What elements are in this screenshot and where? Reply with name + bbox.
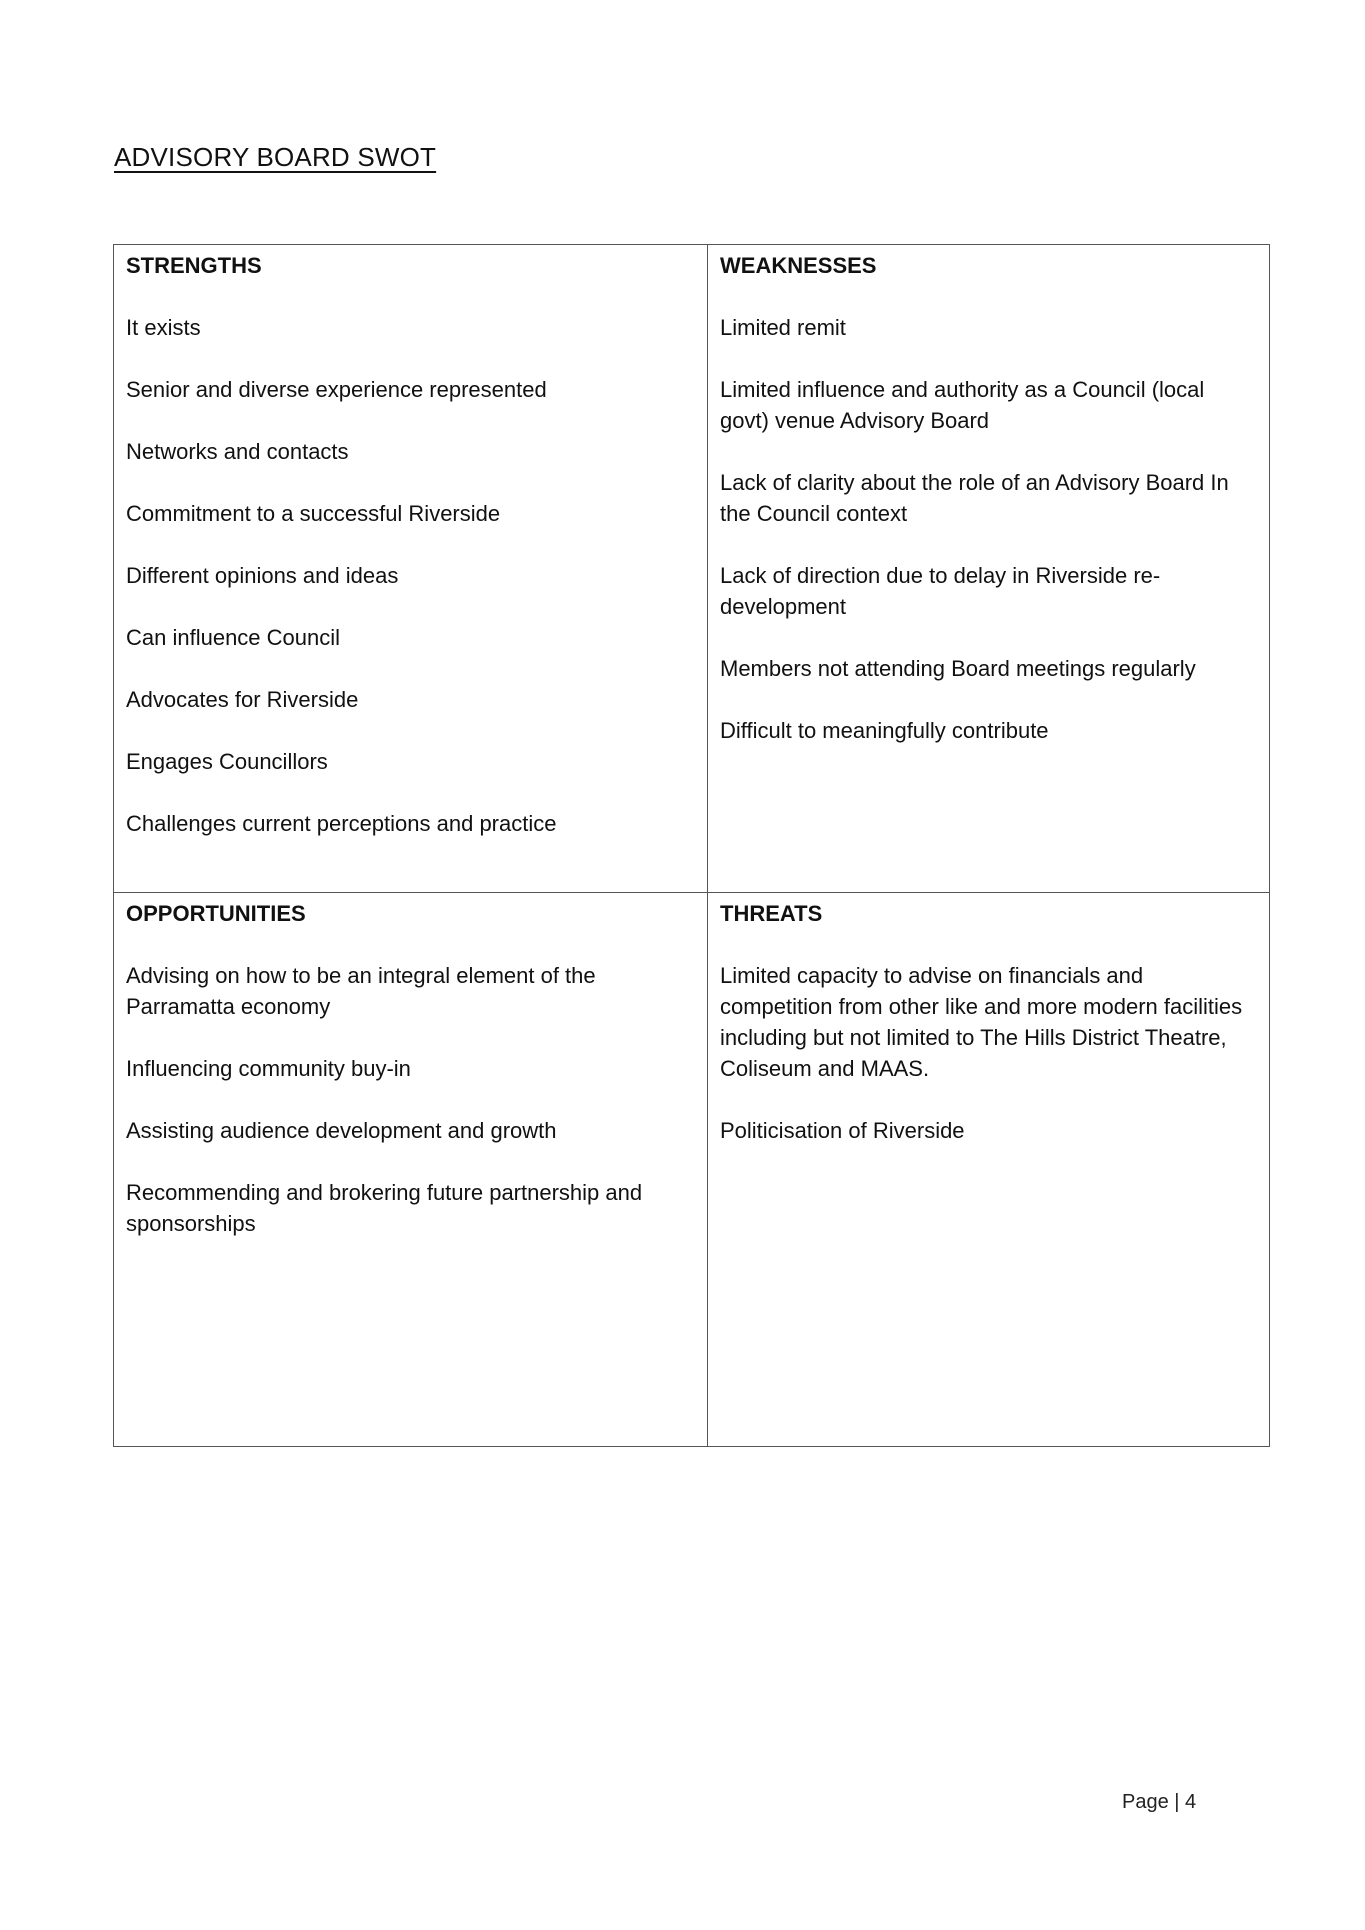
opportunities-heading: OPPORTUNITIES <box>126 901 306 926</box>
opportunities-cell <box>114 893 708 1447</box>
swot-row-bottom <box>114 893 1270 1447</box>
opportunity-item: Assisting audience development and growth <box>126 1118 557 1143</box>
strength-item: Different opinions and ideas <box>126 563 399 588</box>
strength-item: Senior and diverse experience represented <box>126 377 547 402</box>
weakness-item: Lack of clarity about the role of an Advisory Board In the Council context <box>720 470 1229 526</box>
page-title: ADVISORY BOARD SWOT <box>114 142 437 172</box>
page-number: Page | 4 <box>1122 1791 1197 1813</box>
strengths-cell <box>114 245 708 893</box>
weaknesses-cell <box>708 245 1270 893</box>
strength-item: Advocates for Riverside <box>126 687 359 712</box>
strength-item: Networks and contacts <box>126 439 349 464</box>
opportunity-item: Advising on how to be an integral element of the Parramatta economy <box>126 963 596 1019</box>
strength-item: It exists <box>126 315 201 340</box>
threats-heading: THREATS <box>720 901 823 926</box>
strength-item: Commitment to a successful Riverside <box>126 501 501 526</box>
threat-item: Politicisation of Riverside <box>720 1118 965 1143</box>
opportunity-item: Recommending and brokering future partnership and sponsorships <box>126 1180 643 1236</box>
weaknesses-heading: WEAKNESSES <box>720 253 877 278</box>
strengths-heading: STRENGTHS <box>126 253 262 278</box>
strength-item: Challenges current perceptions and practice <box>126 811 557 836</box>
strength-item: Engages Councillors <box>126 749 328 774</box>
weakness-item: Limited remit <box>720 315 846 340</box>
swot-row-top <box>114 245 1270 893</box>
opportunity-item: Influencing community buy-in <box>126 1056 411 1081</box>
swot-table <box>113 244 1270 1447</box>
weakness-item: Lack of direction due to delay in Riverside re-development <box>720 563 1161 619</box>
strength-item: Can influence Council <box>126 625 341 650</box>
weakness-item: Difficult to meaningfully contribute <box>720 718 1049 743</box>
threat-item: Limited capacity to advise on financials and competition from other like and more modern facilities including but not limited to The Hills District Theatre, Coliseum and MAAS. <box>720 963 1243 1081</box>
weakness-item: Limited influence and authority as a Council (local govt) venue Advisory Board <box>720 377 1205 433</box>
weakness-item: Members not attending Board meetings regularly <box>720 656 1196 681</box>
threats-cell <box>708 893 1270 1447</box>
